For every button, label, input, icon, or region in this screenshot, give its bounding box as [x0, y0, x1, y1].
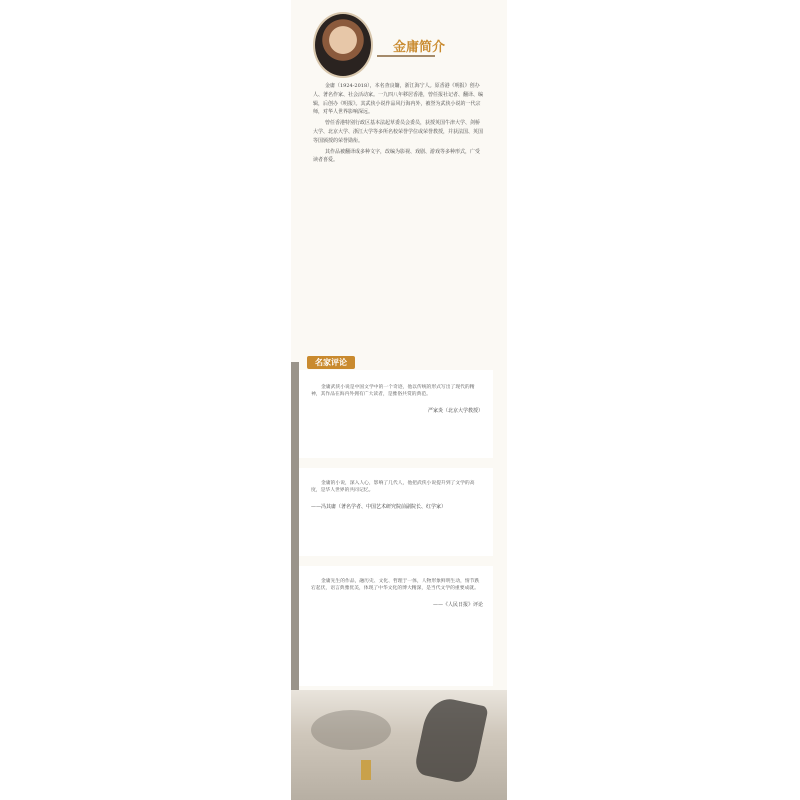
- review-text: 金庸武侠小说是中国文学中的一个奇迹，他以传统的形式写出了现代的精神，其作品在海内外拥有广大读者，是雅俗共赏的典范。: [311, 385, 475, 398]
- panel-shadow: [291, 362, 299, 692]
- review-text: 金庸的小说，深入人心，影响了几代人，他把武侠小说提升到了文学的高度，是华人世界的共同记忆。: [311, 481, 475, 494]
- review-attribution: 严家炎（北京大学教授）: [427, 407, 483, 414]
- bio-paragraph: 曾任香港特别行政区基本法起草委员会委员，获授英国牛津大学、剑桥大学、北京大学、浙江大学等多所名校荣誉学位或荣誉教授，并获法国、英国等国颁授的荣誉勋衔。: [313, 120, 484, 144]
- title-underline: [377, 55, 435, 57]
- reviews-section-title: 名家评论: [307, 356, 355, 369]
- ink-painting-image: [291, 690, 507, 800]
- review-card: [299, 370, 493, 458]
- page-strip: [291, 0, 507, 800]
- painting-mountain: [311, 710, 391, 750]
- author-portrait: [313, 12, 373, 78]
- review-attribution: ——《人民日报》评论: [432, 601, 483, 608]
- profile-title: 金庸简介: [393, 40, 446, 55]
- bio-paragraph: 金庸（1924-2018），本名查良镛，浙江海宁人。原香港《明报》创办人、著名作家、社会活动家。一九四八年移居香港，曾任报社记者、翻译、编辑，后创办《明报》。其武侠小说作品风行海内外，被誉为武侠小说的一代宗师，对华人世界影响深远。: [313, 83, 484, 116]
- bio-text: [313, 82, 483, 167]
- bio-paragraph: 其作品被翻译成多种文字，改编为影视、戏剧、游戏等多种形式，广受读者喜爱。: [313, 148, 481, 164]
- review-text: 金庸先生的作品，融历史、文化、哲理于一体，人物形象鲜明生动，情节跌宕起伏，语言典雅优美，体现了中华文化的博大精深，是当代文学的重要成就。: [311, 579, 480, 592]
- review-card: [299, 566, 493, 686]
- review-attribution: ——冯其庸（著名学者、中国艺术研究院前副院长、红学家）: [311, 503, 447, 510]
- review-card: [299, 468, 493, 556]
- painting-figure: [361, 760, 371, 780]
- painting-ink-wash: [413, 695, 488, 786]
